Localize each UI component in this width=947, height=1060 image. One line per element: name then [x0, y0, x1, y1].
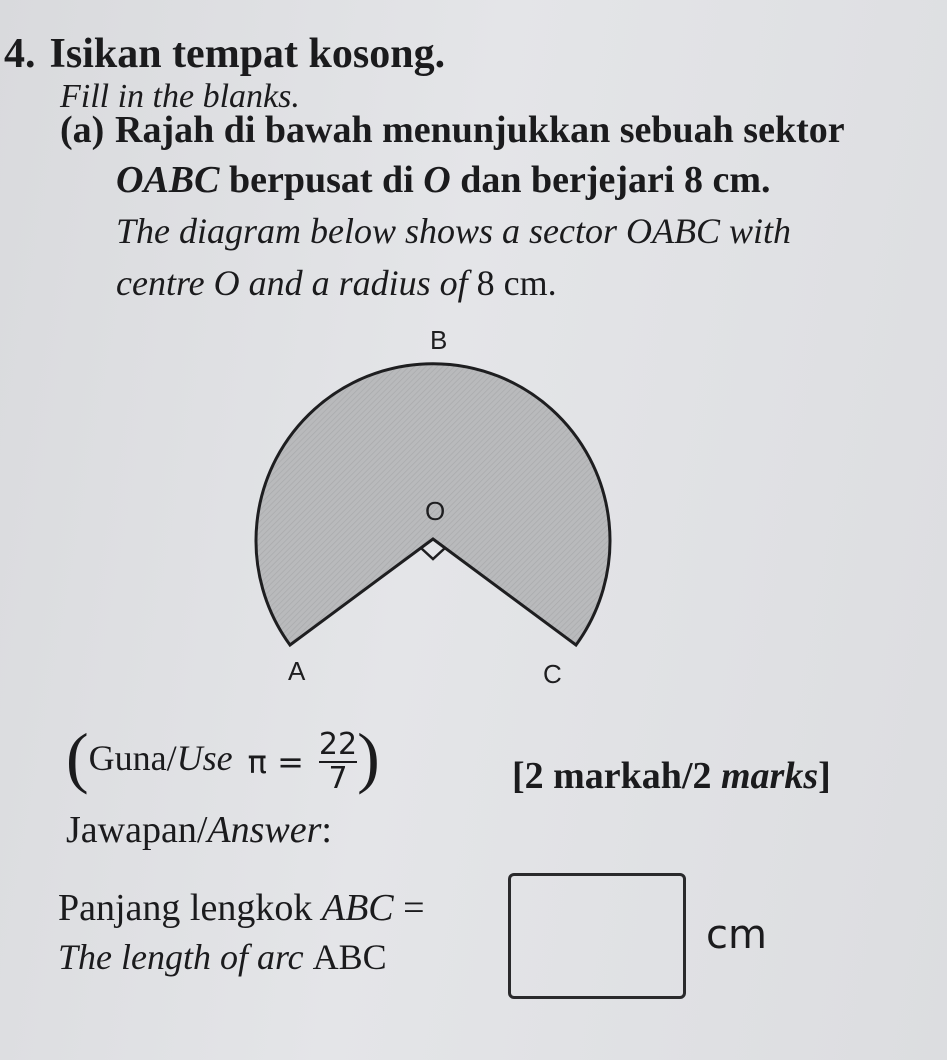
pi-note-use: Use — [176, 737, 233, 778]
centre-name: O — [423, 159, 451, 201]
left-paren: ( — [66, 719, 89, 795]
right-paren: ) — [357, 719, 380, 795]
label-b: B — [430, 325, 448, 355]
part-label: (a) — [60, 109, 105, 151]
marks-suffix: ] — [818, 755, 831, 797]
instruction-malay: Isikan tempat kosong. — [49, 31, 446, 77]
shape-name: OABC — [116, 159, 220, 201]
equals-sign: = — [403, 887, 425, 929]
arc-length-malay — [58, 886, 425, 930]
question-heading — [4, 30, 445, 78]
instruction-english: Fill in the blanks. — [60, 78, 300, 115]
arc-name: ABC — [321, 887, 394, 929]
marks-prefix: [2 markah/2 — [512, 755, 712, 797]
part-a-text-english-line1: The diagram below shows a sector OABC with — [116, 211, 792, 251]
pi-denominator: 7 — [328, 760, 348, 796]
label-c: C — [543, 659, 562, 689]
pi-note — [66, 719, 380, 801]
answer-colon: : — [321, 809, 332, 851]
malay-mid-text: berpusat di — [228, 159, 414, 201]
pi-note-prefix: Guna/ — [88, 737, 177, 778]
right-angle-marker — [421, 548, 445, 559]
pi-symbol: π = — [247, 742, 304, 781]
english-start-text: centre O and a radius of — [116, 263, 468, 303]
answer-label — [66, 808, 332, 852]
part-a-text-english-line2 — [116, 262, 557, 304]
part-a-text-malay-line2 — [116, 158, 770, 202]
label-o: O — [425, 496, 446, 526]
arc-malay-text: Panjang lengkok — [58, 887, 313, 929]
part-a-text-malay-line1: Rajah di bawah menunjukkan sebuah sektor — [115, 109, 845, 151]
answer-label-malay: Jawapan/ — [66, 809, 208, 851]
sector-svg — [240, 320, 640, 700]
answer-input-box[interactable] — [508, 873, 686, 999]
arc-length-english — [58, 936, 387, 978]
english-end-text: 8 cm. — [476, 263, 557, 303]
marks-word: marks — [721, 755, 819, 797]
label-a: A — [288, 656, 306, 686]
answer-unit: cm — [706, 912, 767, 958]
pi-fraction — [319, 729, 357, 794]
arc-english-text: The length of arc — [58, 937, 304, 977]
arc-name-english: ABC — [312, 937, 387, 977]
pi-numerator: 22 — [318, 727, 358, 762]
answer-label-english: Answer — [207, 809, 322, 851]
question-number: 4. — [4, 31, 36, 77]
malay-end-text: dan berjejari 8 cm. — [460, 159, 771, 201]
sector-diagram — [240, 320, 640, 700]
marks-label — [512, 754, 831, 798]
